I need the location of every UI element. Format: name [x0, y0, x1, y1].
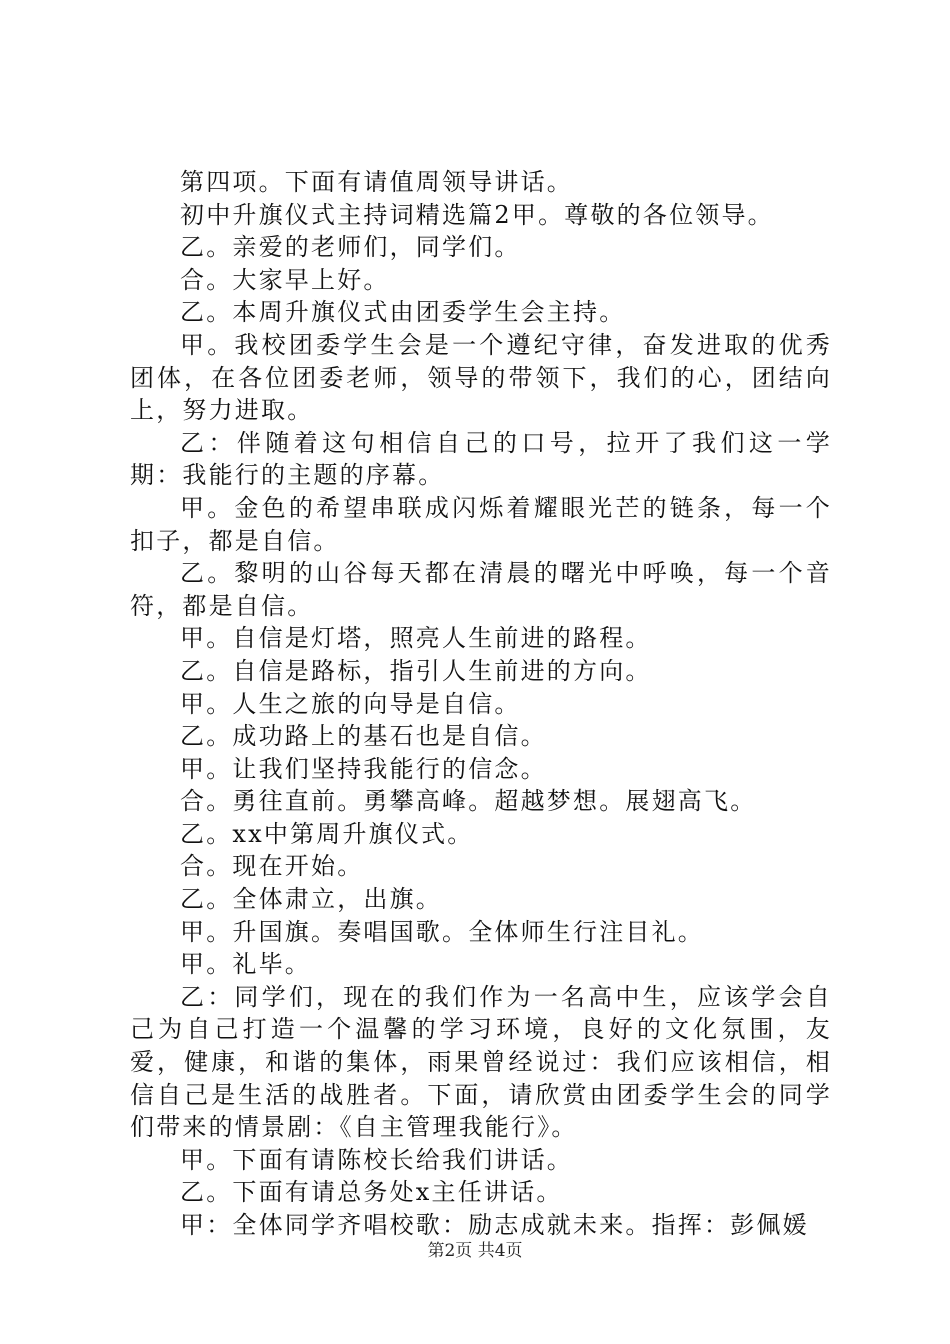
document-body: [130, 166, 832, 1242]
paragraph: 乙。亲爱的老师们，同学们。: [180, 233, 521, 262]
paragraph: 甲。金色的希望串联成闪烁着耀眼光芒的链条，每一个扣子，都是自信。: [130, 493, 832, 555]
paragraph: 甲。人生之旅的向导是自信。: [180, 689, 521, 718]
paragraph: 乙。全体肃立，出旗。: [180, 885, 442, 914]
paragraph: 甲。下面有请陈校长给我们讲话。: [180, 1145, 573, 1174]
paragraph: 合。大家早上好。: [180, 265, 390, 294]
paragraph: 甲。我校团委学生会是一个遵纪守律，奋发进取的优秀团体，在各位团委老师，领导的带领下，我们的心，团结向上，努力进取。: [130, 330, 832, 425]
paragraph: 甲。自信是灯塔，照亮人生前进的路程。: [180, 624, 652, 653]
paragraph: 乙。本周升旗仪式由团委学生会主持。: [180, 298, 626, 327]
paragraph: 乙。自信是路标，指引人生前进的方向。: [180, 656, 652, 685]
paragraph: 甲。升国旗。奏唱国歌。全体师生行注目礼。: [180, 917, 704, 946]
paragraph: 乙。黎明的山谷每天都在清晨的曙光中呼唤，每一个音符，都是自信。: [130, 559, 832, 620]
paragraph: 乙：伴随着这句相信自己的口号，拉开了我们这一学期：我能行的主题的序幕。: [130, 428, 832, 490]
paragraph: 合。现在开始。: [180, 852, 364, 881]
paragraph: 甲：全体同学齐唱校歌：励志成就未来。指挥：彭佩媛: [180, 1211, 809, 1239]
paragraph: 合。勇往直前。勇攀高峰。超越梦想。展翅高飞。: [180, 787, 757, 816]
paragraph: 乙。下面有请总务处x主任讲话。: [180, 1178, 563, 1207]
paragraph: 甲。让我们坚持我能行的信念。: [180, 754, 547, 783]
paragraph: 乙。成功路上的基石也是自信。: [180, 722, 547, 751]
paragraph: 第四项。下面有请值周领导讲话。: [180, 168, 573, 196]
paragraph: 乙：同学们，现在的我们作为一名高中生，应该学会自己为自己打造一个温馨的学习环境，良好的文化氛围，友爱，健康，和谐的集体，雨果曾经说过：我们应该相信，相信自己是生活的战胜者。下面，请欣赏由团委学生会的同学们带来的情景剧：《自主管理我能行》。: [130, 982, 832, 1142]
paragraph: 甲。礼毕。: [180, 950, 311, 979]
paragraph: 乙。xx中第周升旗仪式。: [180, 819, 474, 848]
page-footer: 第2页 共4页: [427, 1241, 523, 1261]
paragraph: 初中升旗仪式主持词精选篇2甲。尊敬的各位领导。: [180, 200, 774, 229]
